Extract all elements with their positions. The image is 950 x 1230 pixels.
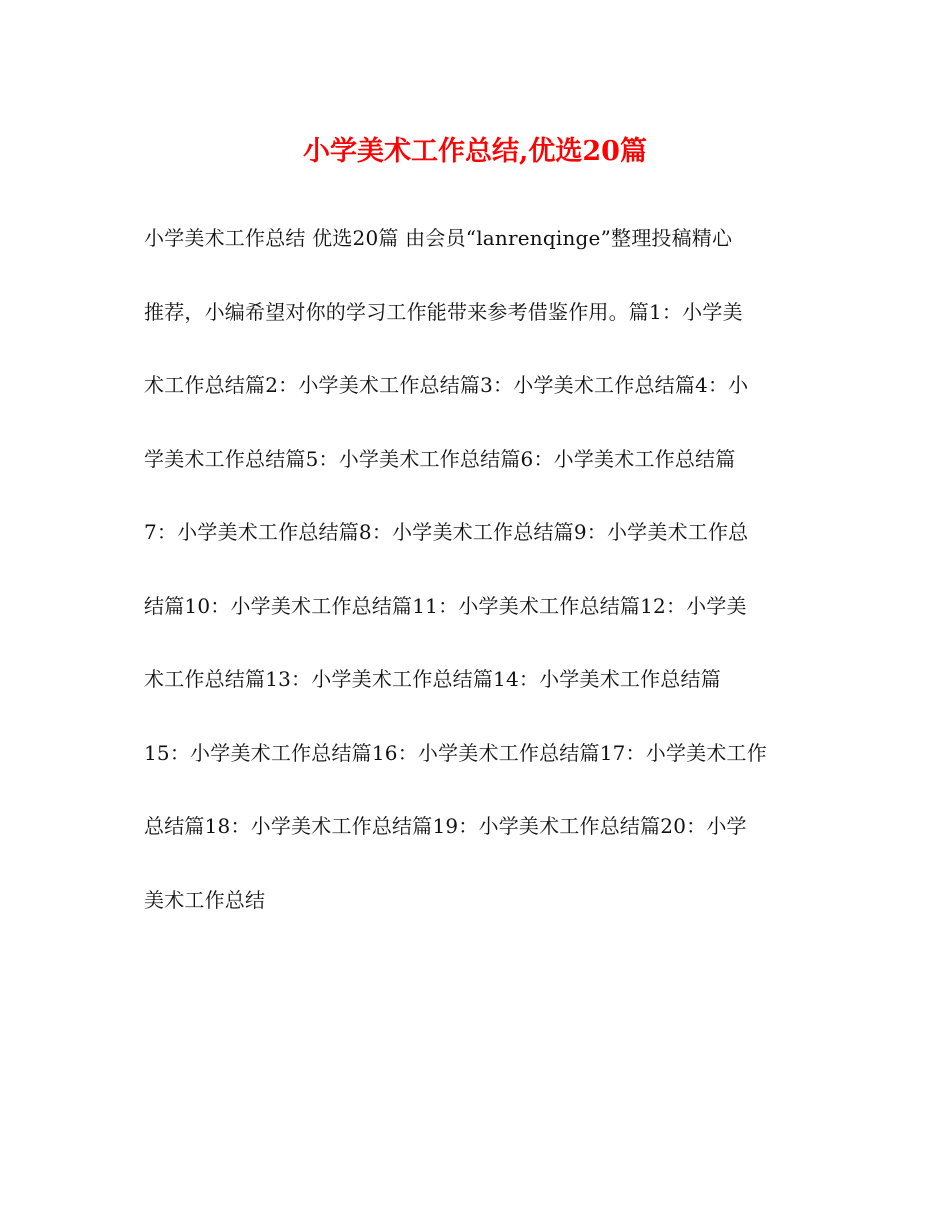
body-line-5: 7：小学美术工作总结篇8：小学美术工作总结篇9：小学美术工作总: [144, 520, 749, 544]
body-line-1: 小学美术工作总结 优选20篇 由会员“lanrenqinge”整理投稿精心: [144, 226, 733, 250]
body-line-7: 术工作总结篇13：小学美术工作总结篇14：小学美术工作总结篇: [144, 667, 721, 691]
body-line-9: 总结篇18：小学美术工作总结篇19：小学美术工作总结篇20：小学: [144, 814, 747, 838]
body-line-4: 学美术工作总结篇5：小学美术工作总结篇6：小学美术工作总结篇: [144, 446, 736, 471]
body-line-6: 结篇10：小学美术工作总结篇11：小学美术工作总结篇12：小学美: [144, 593, 747, 618]
body-line-2: 推荐，小编希望对你的学习工作能带来参考借鉴作用。篇1：小学美: [144, 299, 743, 324]
body-line-3: 术工作总结篇2：小学美术工作总结篇3：小学美术工作总结篇4：小: [144, 373, 749, 397]
body-line-8: 15：小学美术工作总结篇16：小学美术工作总结篇17：小学美术工作: [144, 740, 767, 765]
document-title: 小学美术工作总结,优选20篇: [303, 136, 647, 167]
body-line-10: 美术工作总结: [144, 887, 266, 912]
document-body: [144, 216, 824, 951]
